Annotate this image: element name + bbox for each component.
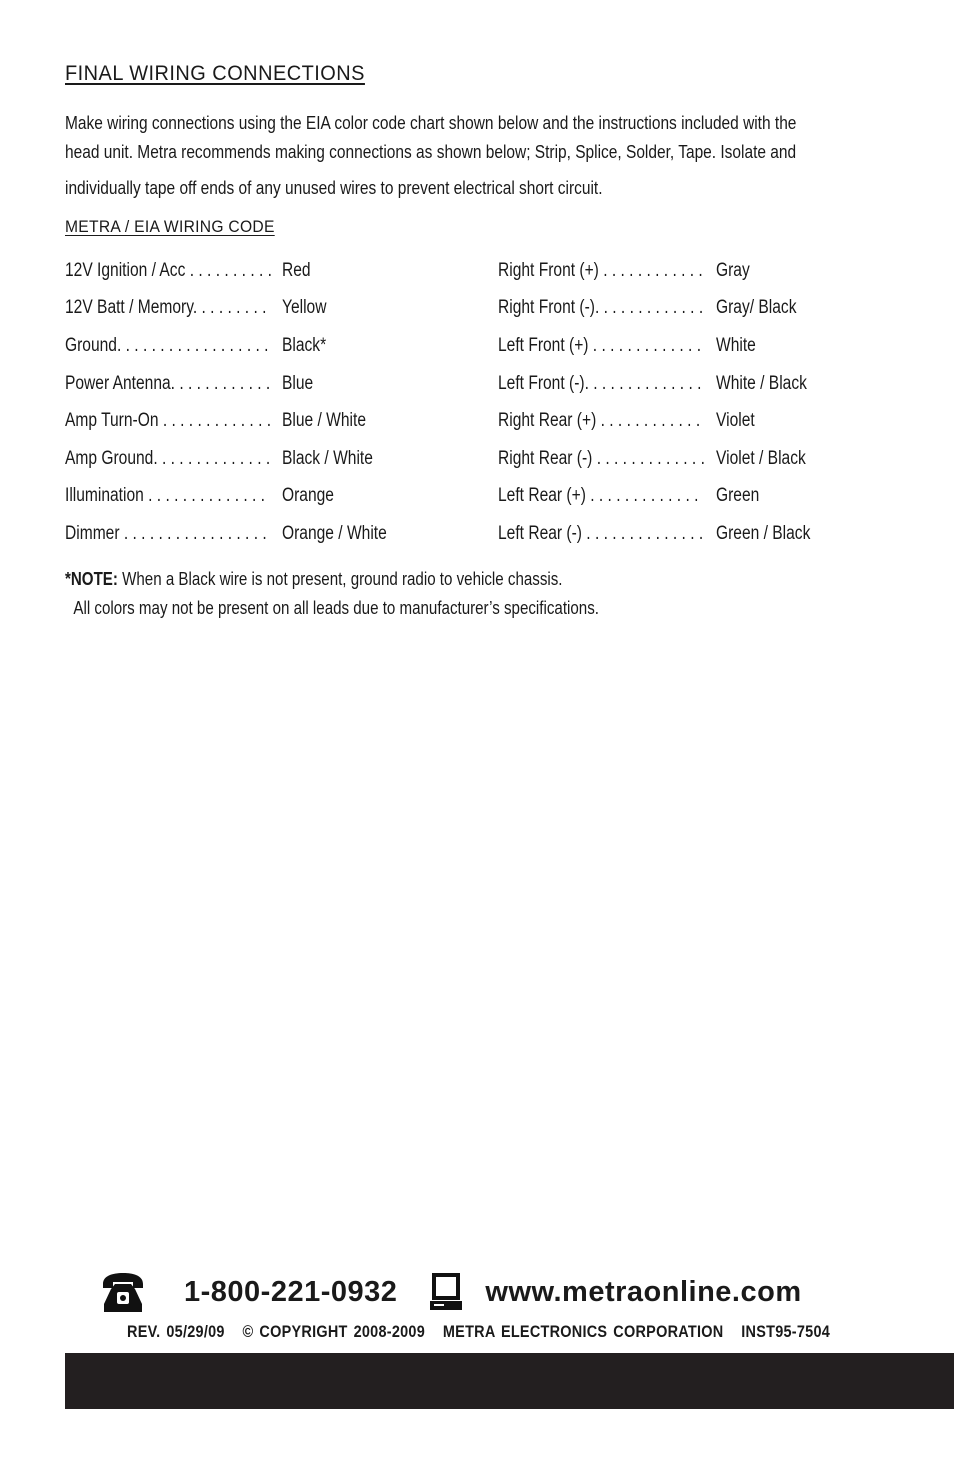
wire-color: Green / Black [716, 522, 811, 544]
wiring-row [498, 365, 918, 403]
wiring-table-right [498, 252, 918, 553]
wire-label: Illumination . . . . . . . . . . . . . . [65, 485, 266, 507]
wire-label: Right Front (-). . . . . . . . . . . . . [498, 297, 704, 319]
wire-label: Amp Ground. . . . . . . . . . . . . . [65, 447, 271, 469]
intro-line-1: Make wiring connections using the EIA color code chart shown below and the instructions included with the [65, 113, 797, 133]
intro-line-3: individually tape off ends of any unused wires to prevent electrical short circuit. [65, 178, 603, 198]
phone-number[interactable]: 1-800-221-0932 [184, 1275, 398, 1308]
document-id: INST95-7504 [741, 1322, 831, 1341]
wiring-row [65, 440, 485, 478]
wire-label: Left Front (-). . . . . . . . . . . . . . [498, 372, 702, 394]
page-title: FINAL WIRING CONNECTIONS [65, 62, 365, 85]
wire-color: Blue / White [282, 410, 366, 432]
wiring-row [498, 478, 918, 516]
intro-line-2: head unit. Metra recommends making connections as shown below; Strip, Splice, Solder, Tape. Isolate and [65, 142, 797, 162]
revision-date: REV. 05/29/09 [127, 1322, 225, 1341]
wire-color: Violet / Black [716, 447, 806, 469]
wiring-row [65, 515, 485, 553]
wire-label: Left Rear (+) . . . . . . . . . . . . . [498, 485, 699, 507]
wiring-row [498, 402, 918, 440]
wiring-row [65, 290, 485, 328]
wire-label: Power Antenna. . . . . . . . . . . . [65, 372, 271, 394]
wire-color: Black / White [282, 447, 373, 469]
telephone-icon [100, 1270, 146, 1314]
note-block [65, 565, 737, 623]
wire-color: Gray/ Black [716, 297, 797, 319]
wiring-row [65, 365, 485, 403]
wire-color: Orange [282, 485, 334, 507]
wire-color: Yellow [282, 297, 327, 319]
wire-color: Blue [282, 372, 314, 394]
note-prefix: *NOTE: [65, 569, 118, 589]
wire-label: Right Rear (+) . . . . . . . . . . . . [498, 410, 701, 432]
wire-color: Gray [716, 259, 750, 281]
contact-bar [100, 1268, 802, 1316]
wire-color: Orange / White [282, 522, 387, 544]
wire-label: 12V Ignition / Acc . . . . . . . . . . [65, 259, 272, 281]
footer-bar [65, 1353, 954, 1409]
copyright-notice: © COPYRIGHT 2008-2009 [242, 1322, 426, 1341]
wiring-row [65, 252, 485, 290]
website-link[interactable]: www.metraonline.com [485, 1275, 802, 1308]
wiring-row [65, 327, 485, 365]
computer-icon [429, 1272, 463, 1312]
wire-color: Black* [282, 334, 327, 356]
wire-label: Left Front (+) . . . . . . . . . . . . . [498, 334, 702, 356]
note-text-1: When a Black wire is not present, ground radio to vehicle chassis. [117, 569, 563, 589]
wiring-row [65, 402, 485, 440]
wiring-row [65, 478, 485, 516]
wire-label: Right Rear (-) . . . . . . . . . . . . . [498, 447, 705, 469]
wiring-row [498, 290, 918, 328]
wire-color: Violet [716, 410, 755, 432]
wiring-table-left [65, 252, 485, 553]
wire-label: 12V Batt / Memory. . . . . . . . . [65, 297, 267, 319]
wire-label: Right Front (+) . . . . . . . . . . . . [498, 259, 703, 281]
wiring-row [498, 252, 918, 290]
wire-color: Red [282, 259, 311, 281]
wiring-row [498, 515, 918, 553]
footer-info [127, 1322, 842, 1342]
wiring-code-heading: METRA / EIA WIRING CODE [65, 217, 275, 236]
wiring-row [498, 327, 918, 365]
wire-label: Ground. . . . . . . . . . . . . . . . . . [65, 334, 269, 356]
wire-color: White / Black [716, 372, 807, 394]
wire-color: White [716, 334, 756, 356]
intro-paragraph [65, 108, 843, 204]
note-line-2: All colors may not be present on all leads due to manufacturer’s specifications. [73, 598, 599, 618]
wire-label: Amp Turn-On . . . . . . . . . . . . . [65, 410, 272, 432]
wiring-row [498, 440, 918, 478]
wire-label: Left Rear (-) . . . . . . . . . . . . . . [498, 522, 704, 544]
wire-color: Green [716, 485, 760, 507]
wire-label: Dimmer . . . . . . . . . . . . . . . . . [65, 522, 267, 544]
note-line-1 [65, 565, 737, 594]
company-name: METRA ELECTRONICS CORPORATION [442, 1322, 724, 1341]
